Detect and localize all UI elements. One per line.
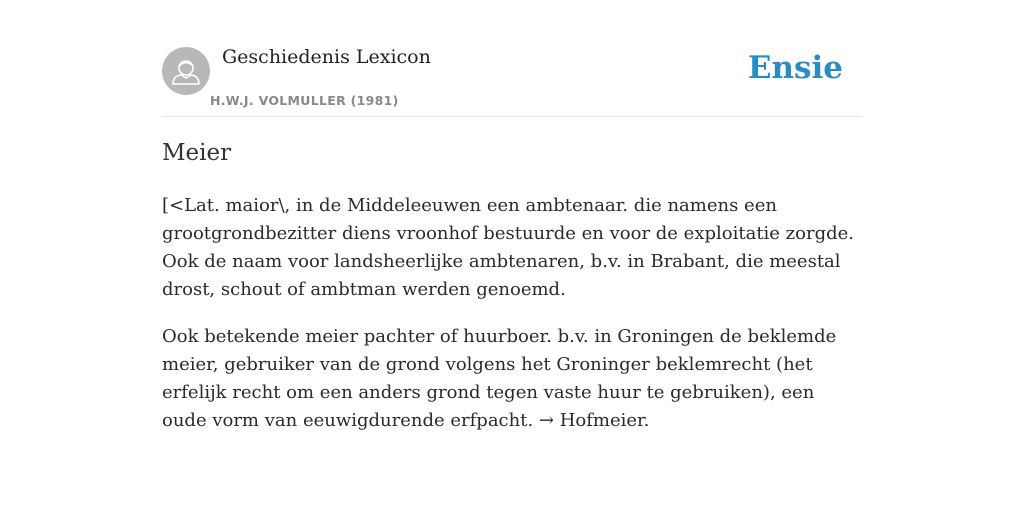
source-title[interactable]: Geschiedenis Lexicon (222, 46, 431, 68)
header (162, 44, 862, 117)
entry-paragraph: [<Lat. maior\, in de Middeleeuwen een ambtenaar. die namens een grootgrondbezitter diens vroonhof bestuurde en voor de exploitatie zorgde. Ook de naam voor landsheerlijke ambtenaren, b.v. in Brabant, die meestal drost, schout of ambtman werden genoemd. (162, 195, 855, 300)
avatar[interactable] (162, 47, 210, 95)
author-credit: H.W.J. VOLMULLER (1981) (210, 93, 399, 108)
user-silhouette-icon (162, 47, 210, 95)
entry-headword: Meier (162, 140, 232, 166)
brand-logo[interactable]: Ensie (747, 50, 843, 86)
entry-paragraph: Ook betekende meier pachter of huurboer. b.v. in Groningen de beklemde meier, gebruiker van de grond volgens het Groninger beklemrecht (het erfelijk recht om een anders grond tegen vaste huur te gebruiken), een oude vorm van eeuwigdurende erfpacht. → Hofmeier. (162, 326, 837, 431)
entry-body (162, 192, 862, 454)
